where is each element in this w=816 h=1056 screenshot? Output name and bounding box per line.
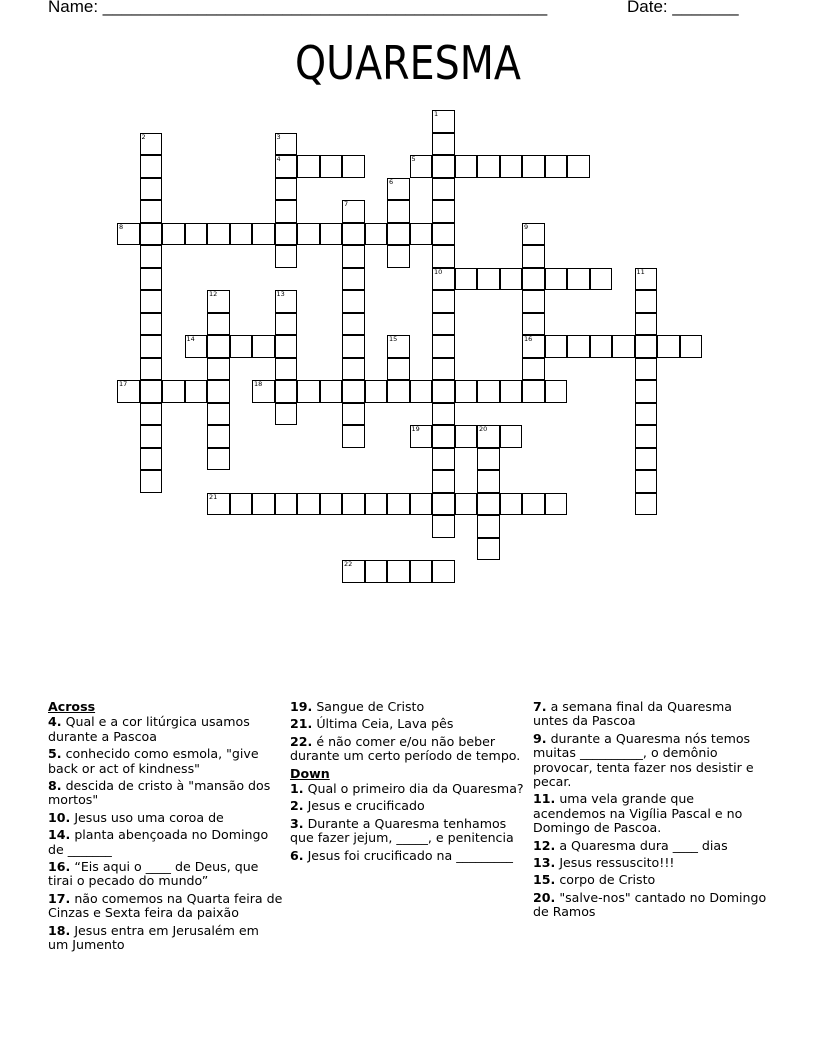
clue-number: 10 (434, 267, 443, 276)
clue-number-label: 7. (533, 699, 547, 714)
clue-text: “Eis aqui o ____ de Deus, que tirai o pecado do mundo” (48, 859, 259, 889)
clue-number: 20 (479, 425, 488, 433)
grid-cell (342, 223, 365, 246)
clue-item (290, 817, 525, 846)
clue-text: a semana final da Quaresma untes da Pascoa (533, 699, 732, 729)
clue-number-label: 22. (290, 733, 313, 749)
grid-cell (432, 313, 455, 336)
clue-number-label: 8. (48, 778, 62, 794)
grid-cell (140, 313, 163, 336)
grid-cell (477, 268, 500, 291)
grid-cell (275, 245, 298, 268)
clue-item (48, 828, 283, 857)
grid-cell (252, 223, 275, 246)
down-heading: Down (290, 765, 330, 781)
grid-cell (230, 335, 253, 358)
grid-cell (275, 335, 298, 358)
grid-cell (432, 448, 455, 471)
grid-cell (275, 178, 298, 201)
grid-cell (500, 155, 523, 178)
grid-cell (635, 470, 658, 493)
clue-number: 11 (636, 267, 645, 276)
grid-cell (410, 425, 433, 448)
clue-text: corpo de Cristo (555, 872, 656, 888)
clue-number: 5 (411, 155, 416, 163)
grid-cell (140, 268, 163, 291)
grid-cell (657, 335, 680, 358)
grid-cell (455, 380, 478, 403)
clue-number-label: 10. (48, 809, 71, 825)
clue-item (48, 892, 283, 921)
grid-cell (635, 493, 658, 516)
grid-cell (342, 290, 365, 313)
grid-cell (297, 155, 320, 178)
grid-cell (590, 268, 613, 291)
grid-cell (635, 335, 658, 358)
clue-number: 6 (389, 177, 394, 186)
grid-cell (387, 245, 410, 268)
clue-number-label: 11. (533, 791, 556, 807)
grid-cell (342, 313, 365, 336)
grid-cell (297, 380, 320, 403)
grid-cell (432, 358, 455, 381)
grid-cell (140, 200, 163, 223)
clue-number: 3 (276, 132, 281, 141)
clue-item (290, 735, 525, 764)
grid-cell (275, 380, 298, 403)
grid-cell (522, 313, 545, 336)
grid-cell (252, 335, 275, 358)
grid-cell (522, 290, 545, 313)
clue-item (533, 732, 768, 790)
clue-text: Jesus uso uma coroa de (70, 809, 224, 825)
clue-text: Qual e a cor litúrgica usamos durante a Pascoa (48, 714, 250, 744)
clue-text: Durante a Quaresma tenhamos que fazer jejum, _____, e penitencia (290, 815, 514, 846)
grid-cell (522, 358, 545, 381)
grid-cell (432, 335, 455, 358)
grid-cell (410, 560, 433, 583)
grid-cell (432, 403, 455, 426)
grid-cell (342, 493, 365, 516)
grid-cell (207, 358, 230, 381)
grid-cell (410, 223, 433, 246)
clue-number: 7 (344, 200, 349, 208)
grid-cell (297, 223, 320, 246)
grid-cell (275, 155, 298, 178)
clue-item (48, 715, 283, 744)
grid-cell (500, 425, 523, 448)
grid-cell (612, 335, 635, 358)
grid-cell (522, 335, 545, 358)
grid-cell (140, 358, 163, 381)
grid-cell (432, 470, 455, 493)
clue-number-label: 14. (48, 827, 71, 843)
grid-cell (387, 178, 410, 201)
grid-cell (387, 200, 410, 223)
grid-cell (320, 223, 343, 246)
grid-cell (342, 403, 365, 426)
grid-cell (432, 380, 455, 403)
grid-cell (162, 380, 185, 403)
grid-cell (432, 290, 455, 313)
clue-item (533, 792, 768, 835)
grid-cell (320, 380, 343, 403)
grid-cell (207, 380, 230, 403)
grid-cell (140, 425, 163, 448)
clue-text: Jesus entra em Jerusalém em um Jumento (48, 922, 259, 953)
grid-cell (140, 133, 163, 156)
grid-cell (342, 380, 365, 403)
grid-cell (522, 268, 545, 291)
grid-cell (117, 223, 140, 246)
grid-cell (500, 493, 523, 516)
clue-number: 8 (119, 222, 124, 231)
clue-text: Última Ceia, Lava pês (312, 716, 454, 732)
grid-cell (387, 223, 410, 246)
grid-cell (387, 380, 410, 403)
clue-number-label: 12. (533, 837, 556, 853)
clue-text: "salve-nos" cantado no Domingo de Ramos (533, 889, 767, 920)
clue-number-label: 3. (290, 815, 304, 831)
grid-cell (477, 380, 500, 403)
grid-cell (432, 515, 455, 538)
grid-cell (342, 335, 365, 358)
grid-cell (387, 358, 410, 381)
grid-cell (140, 448, 163, 471)
grid-cell (410, 493, 433, 516)
grid-cell (590, 335, 613, 358)
grid-cell (477, 493, 500, 516)
clue-item (533, 891, 768, 920)
grid-cell (140, 403, 163, 426)
grid-cell (522, 223, 545, 246)
clue-text: é não comer e/ou não beber durante um certo período de tempo. (290, 733, 521, 764)
clue-number-label: 15. (533, 872, 556, 888)
clue-text: Qual o primeiro dia da Quaresma? (303, 781, 524, 797)
grid-cell (185, 223, 208, 246)
grid-cell (387, 335, 410, 358)
grid-cell (500, 268, 523, 291)
grid-cell (477, 425, 500, 448)
clue-number-label: 6. (290, 847, 304, 863)
grid-cell (455, 425, 478, 448)
grid-cell (275, 313, 298, 336)
grid-cell (342, 268, 365, 291)
page-title: QUARESMA (295, 36, 521, 90)
grid-cell (545, 268, 568, 291)
grid-cell (185, 380, 208, 403)
clue-number-label: 18. (48, 922, 71, 938)
grid-cell (342, 155, 365, 178)
grid-cell (432, 178, 455, 201)
grid-cell (140, 290, 163, 313)
grid-cell (432, 223, 455, 246)
grid-cell (432, 560, 455, 583)
grid-cell (207, 313, 230, 336)
grid-cell (567, 335, 590, 358)
clue-number-label: 20. (533, 889, 556, 905)
grid-cell (500, 380, 523, 403)
clue-number: 21 (209, 492, 218, 501)
grid-cell (477, 538, 500, 561)
clue-text: planta abençoada no Domingo de _______ (48, 827, 269, 857)
grid-cell (410, 155, 433, 178)
grid-cell (477, 470, 500, 493)
grid-cell (140, 155, 163, 178)
grid-cell (635, 448, 658, 471)
grid-cell (432, 268, 455, 291)
grid-cell (365, 380, 388, 403)
clue-number: 19 (411, 425, 420, 433)
clue-text: uma vela grande que acendemos na Vigília Pascal e no Domingo de Pascoa. (533, 791, 743, 836)
clue-number: 4 (276, 155, 281, 163)
clue-number-label: 5. (48, 746, 62, 762)
clue-item (290, 717, 525, 731)
grid-cell (342, 245, 365, 268)
clues-column-2 (290, 700, 525, 866)
clue-item (533, 700, 768, 729)
grid-cell (432, 425, 455, 448)
clue-text: Jesus foi crucificado na _________ (303, 847, 513, 863)
grid-cell (117, 380, 140, 403)
clue-item (48, 779, 283, 808)
grid-cell (275, 133, 298, 156)
clue-text: Jesus ressuscito!!! (555, 855, 675, 871)
across-heading: Across (48, 699, 96, 714)
grid-cell (252, 493, 275, 516)
grid-cell (207, 335, 230, 358)
grid-cell (567, 268, 590, 291)
grid-cell (275, 223, 298, 246)
grid-cell (162, 223, 185, 246)
clue-text: Jesus e crucificado (303, 798, 425, 814)
clue-number: 17 (119, 380, 128, 388)
grid-cell (207, 425, 230, 448)
clue-number: 12 (209, 290, 218, 298)
grid-cell (635, 425, 658, 448)
clue-number: 14 (186, 335, 195, 343)
grid-cell (432, 200, 455, 223)
grid-cell (207, 448, 230, 471)
clue-number: 13 (276, 290, 285, 298)
grid-cell (365, 223, 388, 246)
grid-cell (545, 155, 568, 178)
clue-number: 15 (389, 335, 398, 343)
clue-text: não comemos na Quarta feira de Cinzas e Sexta feira da paixão (48, 890, 283, 921)
clue-number-label: 16. (48, 859, 71, 875)
clue-item (290, 700, 525, 714)
clue-item (48, 811, 283, 825)
grid-cell (387, 560, 410, 583)
grid-cell (275, 200, 298, 223)
grid-cell (140, 223, 163, 246)
grid-cell (342, 358, 365, 381)
grid-cell (545, 493, 568, 516)
clue-number-label: 21. (290, 716, 313, 732)
clue-item (290, 849, 525, 863)
grid-cell (275, 358, 298, 381)
clue-item (290, 799, 525, 813)
grid-cell (140, 470, 163, 493)
grid-cell (140, 380, 163, 403)
clue-number-label: 17. (48, 890, 71, 906)
clue-number-label: 4. (48, 714, 62, 730)
grid-cell (455, 493, 478, 516)
grid-cell (432, 245, 455, 268)
grid-cell (455, 155, 478, 178)
grid-cell (522, 493, 545, 516)
grid-cell (635, 403, 658, 426)
clue-item (533, 873, 768, 887)
grid-cell (432, 155, 455, 178)
clue-number-label: 19. (290, 699, 313, 714)
clue-item (533, 839, 768, 853)
grid-cell (635, 313, 658, 336)
clue-item (48, 924, 283, 953)
grid-cell (477, 515, 500, 538)
grid-cell (342, 200, 365, 223)
clue-number: 22 (344, 560, 353, 568)
grid-cell (635, 358, 658, 381)
grid-cell (207, 493, 230, 516)
clue-number-label: 1. (290, 781, 304, 797)
grid-cell (320, 155, 343, 178)
grid-cell (635, 380, 658, 403)
grid-cell (342, 560, 365, 583)
clue-item (290, 782, 525, 796)
grid-cell (567, 155, 590, 178)
grid-cell (297, 493, 320, 516)
grid-cell (410, 380, 433, 403)
date-field-label: Date: _______ (627, 0, 739, 16)
clues-column-3 (533, 700, 768, 923)
clue-number: 2 (141, 132, 146, 141)
grid-cell (365, 493, 388, 516)
clue-number: 9 (524, 222, 529, 231)
grid-cell (432, 493, 455, 516)
grid-cell (522, 155, 545, 178)
clue-text: a Quaresma dura ____ dias (555, 837, 728, 853)
grid-cell (275, 290, 298, 313)
grid-cell (545, 380, 568, 403)
grid-cell (432, 110, 455, 133)
grid-cell (207, 403, 230, 426)
grid-cell (140, 245, 163, 268)
clue-number-label: 2. (290, 798, 304, 814)
grid-cell (342, 425, 365, 448)
grid-cell (252, 380, 275, 403)
clue-text: Sangue de Cristo (312, 699, 425, 714)
grid-cell (275, 493, 298, 516)
clue-number-label: 9. (533, 730, 547, 746)
grid-cell (635, 268, 658, 291)
grid-cell (140, 335, 163, 358)
grid-cell (207, 290, 230, 313)
clue-item (48, 747, 283, 776)
grid-cell (635, 290, 658, 313)
grid-cell (275, 403, 298, 426)
clue-number-label: 13. (533, 855, 556, 871)
clue-item (533, 856, 768, 870)
grid-cell (185, 335, 208, 358)
clue-text: descida de cristo à "mansão dos mortos" (48, 778, 271, 808)
grid-cell (522, 245, 545, 268)
grid-cell (455, 268, 478, 291)
clue-number: 18 (254, 380, 263, 388)
grid-cell (230, 493, 253, 516)
clue-number: 16 (524, 335, 533, 343)
grid-cell (140, 178, 163, 201)
grid-cell (387, 493, 410, 516)
grid-cell (207, 223, 230, 246)
grid-cell (365, 560, 388, 583)
clue-text: durante a Quaresma nós temos muitas __________, o demônio provocar, tenta fazer nos desistir e pecar. (533, 730, 754, 790)
grid-cell (522, 380, 545, 403)
grid-cell (477, 155, 500, 178)
clue-number: 1 (434, 110, 439, 118)
grid-cell (230, 223, 253, 246)
grid-cell (320, 493, 343, 516)
grid-cell (545, 335, 568, 358)
clue-item (48, 860, 283, 889)
grid-cell (477, 448, 500, 471)
clues-column-1 (48, 700, 283, 956)
grid-cell (680, 335, 703, 358)
clue-text: conhecido como esmola, "give back or act of kindness" (48, 746, 259, 776)
name-field-label: Name: _______________________________________________ (48, 0, 548, 16)
grid-cell (432, 133, 455, 156)
